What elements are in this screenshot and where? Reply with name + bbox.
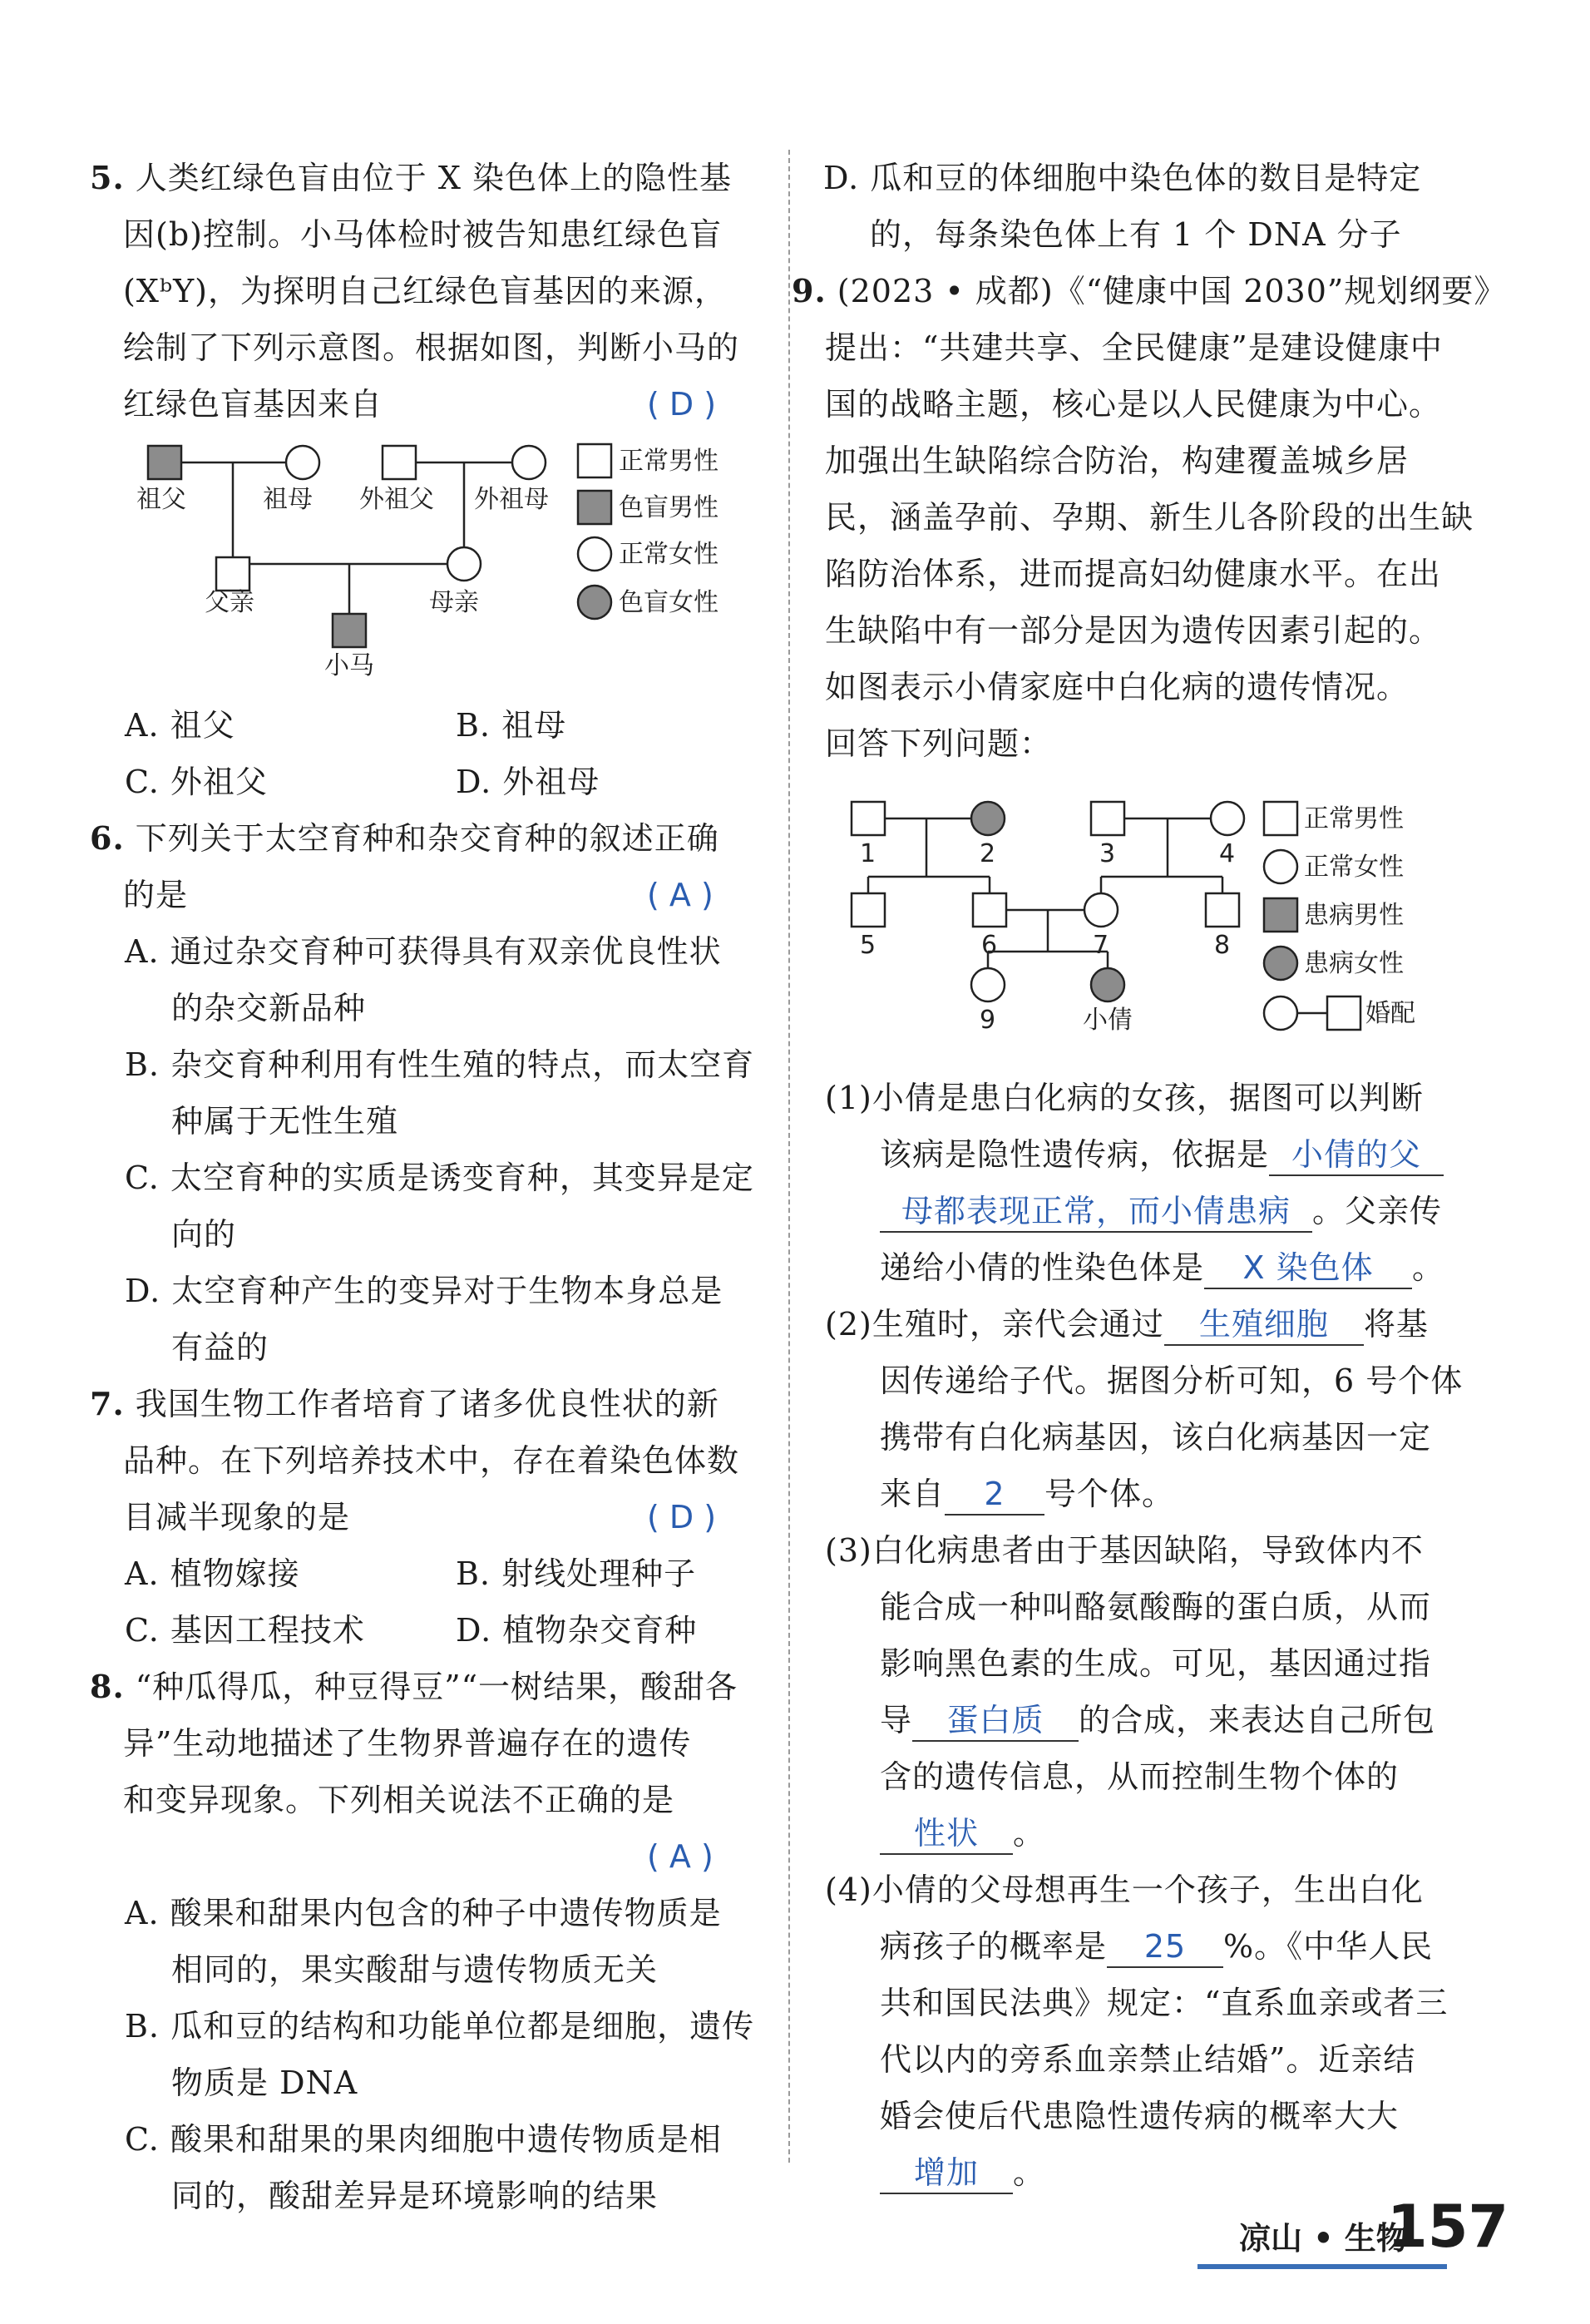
legend-normal-female-icon	[578, 537, 611, 571]
q9-s2-text-b: 将基	[1363, 1306, 1429, 1342]
q8-option-a-2: 相同的，果实酸甜与遗传物质无关	[171, 1951, 659, 1988]
q8-number: 8.	[90, 1668, 125, 1705]
q9-s2-line-4	[880, 1474, 1174, 1516]
q9-s4-text-g: 。	[1013, 2154, 1046, 2191]
q6-option-b-1: B. 杂交育种利用有性生殖的特点，而太空育	[125, 1046, 755, 1083]
q6-line-2: 的是	[123, 877, 189, 913]
q5-option-c: C. 外祖父	[125, 764, 268, 800]
q9-s3-answer-1: 蛋白质	[912, 1700, 1079, 1742]
column-divider	[788, 150, 790, 2163]
individual-1-symbol	[852, 802, 885, 835]
father-symbol	[216, 557, 249, 591]
footer-accent-bar	[1197, 2264, 1447, 2269]
individual-8-label: 8	[1214, 931, 1231, 960]
legend-normal-male-icon	[1264, 802, 1297, 835]
child-symbol	[333, 614, 366, 647]
q9-s1-text-c: 。父亲传	[1312, 1193, 1443, 1229]
page-number: 157	[1387, 2193, 1509, 2261]
grandfather-label: 祖父	[136, 485, 186, 514]
individual-7-symbol	[1084, 893, 1118, 927]
q9-s3-line-1: (3)白化病患者由于基因缺陷，导致体内不	[825, 1532, 1424, 1569]
legend-label-4: 色盲女性	[619, 588, 718, 617]
q5-option-d: D. 外祖母	[456, 764, 600, 800]
q6-option-c-1: C. 太空育种的实质是诱变育种，其变异是定	[125, 1160, 754, 1196]
q7-answer: ( D )	[647, 1499, 717, 1535]
q9-s4-line-4: 代以内的旁系血亲禁止结婚”。近亲结	[880, 2041, 1416, 2078]
grandmother-label: 祖母	[263, 485, 313, 514]
q9-s3-answer-2: 性状	[880, 1813, 1013, 1855]
individual-1-label: 1	[860, 839, 876, 868]
q7-line-2: 品种。在下列培养技术中，存在着染色体数	[123, 1442, 740, 1479]
q9-s3-line-4	[880, 1700, 1435, 1742]
individual-3-symbol	[1091, 802, 1124, 835]
q8-answer: ( A )	[647, 1838, 714, 1875]
q9-s3-text-e: 的合成，来表达自己所包	[1079, 1702, 1436, 1738]
q6-option-d-2: 有益的	[171, 1329, 269, 1366]
individual-9-symbol	[971, 968, 1005, 1001]
q8-option-a-1: A. 酸果和甜果内包含的种子中遗传物质是	[125, 1895, 722, 1931]
q6-text-1: 下列关于太空育种和杂交育种的叙述正确	[135, 820, 719, 857]
q9-s2-text-a: (2)生殖时，亲代会通过	[825, 1306, 1164, 1342]
q9-number: 9.	[792, 272, 827, 309]
individual-2-symbol	[971, 802, 1005, 835]
legend-label-3: 患病男性	[1304, 901, 1404, 930]
q6-option-b-2: 种属于无性生殖	[171, 1103, 399, 1140]
q9-s1-line-3	[880, 1191, 1442, 1233]
q9-line-5: 民，涵盖孕前、孕期、新生儿各阶段的出生缺	[825, 499, 1474, 536]
individual-4-label: 4	[1219, 839, 1236, 868]
individual-9-label: 9	[980, 1006, 996, 1035]
q9-s4-answer-1: 25	[1107, 1926, 1223, 1968]
q9-s4-text-c: %。《中华人民	[1223, 1928, 1434, 1965]
legend-marriage-female-icon	[1264, 996, 1297, 1030]
q9-s1-answer-1b: 母都表现正常，而小倩患病	[880, 1191, 1312, 1233]
maternal-grandmother-symbol	[512, 446, 546, 479]
q9-text-1: (2023 • 成都)《“健康中国 2030”规划纲要》	[837, 273, 1507, 309]
individual-8-symbol	[1206, 893, 1239, 927]
q8-option-c-2: 同的，酸甜差异是环境影响的结果	[171, 2178, 659, 2214]
individual-5-symbol	[852, 893, 885, 927]
q9-s3-line-2: 能合成一种叫酪氨酸酶的蛋白质，从而	[880, 1589, 1432, 1625]
q7-option-b: B. 射线处理种子	[456, 1555, 697, 1592]
q9-line-7: 生缺陷中有一部分是因为遗传因素引起的。	[825, 612, 1442, 649]
q5-line-2: 因(b)控制。小马体检时被告知患红绿色盲	[123, 216, 722, 253]
xiaoqian-label: 小倩	[1083, 1006, 1133, 1035]
q9-s1-answer-1a: 小倩的父	[1269, 1135, 1444, 1176]
footer-subject: 凉山 • 生物	[1239, 2220, 1408, 2257]
q5-option-b: B. 祖母	[456, 707, 567, 744]
q9-s2-text-e: 来自	[880, 1476, 946, 1512]
q6-number: 6.	[90, 819, 125, 857]
individual-6-symbol	[973, 893, 1006, 927]
q9-pedigree-diagram	[840, 790, 1439, 1040]
q6-option-a-1: A. 通过杂交育种可获得具有双亲优良性状	[125, 933, 722, 970]
q7-option-d: D. 植物杂交育种	[456, 1612, 698, 1649]
q9-s4-line-1: (4)小倩的父母想再生一个孩子，生出白化	[825, 1872, 1424, 1908]
q7-line-3: 目减半现象的是	[123, 1499, 351, 1535]
grandfather-symbol	[148, 446, 181, 479]
q9-s2-line-1	[825, 1304, 1429, 1346]
q6-answer: ( A )	[647, 877, 714, 913]
legend-label-4: 患病女性	[1304, 949, 1404, 978]
q5-line-3: (XᵇY)，为探明自己红绿色盲基因的来源，	[123, 273, 727, 309]
q7-number: 7.	[90, 1385, 125, 1422]
legend-label-2: 色盲男性	[619, 493, 718, 522]
legend-label-5: 婚配	[1365, 999, 1415, 1028]
q8-option-d-1: D. 瓜和豆的体细胞中染色体的数目是特定	[823, 160, 1422, 196]
q7-line-1	[90, 1384, 719, 1424]
q6-option-a-2: 的杂交新品种	[171, 990, 367, 1026]
individual-7-label: 7	[1093, 931, 1109, 960]
q9-s4-line-6	[880, 2153, 1045, 2194]
individual-6-label: 6	[981, 931, 998, 960]
q9-line-9: 回答下列问题：	[825, 725, 1053, 762]
q9-line-6: 陷防治体系，进而提高妇幼健康水平。在出	[825, 556, 1442, 592]
legend-affected-female-icon	[1264, 947, 1297, 980]
q8-option-c-1: C. 酸果和甜果的果肉细胞中遗传物质是相	[125, 2121, 722, 2158]
individual-2-label: 2	[980, 839, 996, 868]
q8-option-b-1: B. 瓜和豆的结构和功能单位都是细胞，遗传	[125, 2008, 755, 2045]
q9-s1-line-4	[880, 1248, 1444, 1289]
q5-text-1: 人类红绿色盲由位于 X 染色体上的隐性基	[135, 160, 732, 196]
legend-colorblind-male-icon	[578, 491, 611, 524]
q8-option-b-2: 物质是 DNA	[171, 2064, 358, 2101]
q7-option-c: C. 基因工程技术	[125, 1612, 365, 1649]
q9-s1-line-1: (1)小倩是患白化病的女孩，据图可以判断	[825, 1080, 1424, 1116]
q9-s1-line-2	[880, 1135, 1444, 1176]
legend-marriage-male-icon	[1327, 996, 1360, 1030]
legend-label-2: 正常女性	[1304, 853, 1404, 882]
q9-s3-line-3: 影响黑色素的生成。可见，基因通过指	[880, 1645, 1432, 1682]
legend-label-1: 正常男性	[1304, 804, 1404, 833]
q9-s4-answer-2: 增加	[880, 2153, 1013, 2194]
q9-s3-text-g: 。	[1013, 1815, 1046, 1852]
child-label: 小马	[324, 651, 374, 680]
q7-text-1: 我国生物工作者培育了诸多优良性状的新	[135, 1386, 719, 1422]
q7-option-a: A. 植物嫁接	[125, 1555, 300, 1592]
q9-line-8: 如图表示小倩家庭中白化病的遗传情况。	[825, 669, 1410, 705]
q9-s2-answer-2: 2	[945, 1474, 1044, 1516]
q8-text-1: “种瓜得瓜，种豆得豆”“一树结果，酸甜各	[135, 1669, 738, 1705]
q8-line-1	[90, 1667, 738, 1707]
xiaoqian-symbol	[1091, 968, 1124, 1001]
q8-line-3: 和变异现象。下列相关说法不正确的是	[123, 1782, 675, 1818]
father-label: 父亲	[205, 588, 254, 617]
q9-s4-line-2	[880, 1926, 1433, 1968]
legend-normal-male-icon	[578, 444, 611, 477]
q9-s4-line-5: 婚会使后代患隐性遗传病的概率大大	[880, 2098, 1400, 2134]
q6-option-d-1: D. 太空育种产生的变异对于生物本身总是	[125, 1273, 723, 1309]
individual-4-symbol	[1211, 802, 1244, 835]
q9-line-2: 提出：“共建共享、全民健康”是建设健康中	[825, 329, 1443, 366]
legend-normal-female-icon	[1264, 850, 1297, 883]
individual-5-label: 5	[860, 931, 876, 960]
q5-line-4: 绘制了下列示意图。根据如图，判断小马的	[123, 329, 740, 366]
legend-label-1: 正常男性	[619, 447, 718, 476]
q6-option-c-2: 向的	[171, 1216, 237, 1253]
q9-s1-answer-2: X 染色体	[1204, 1248, 1412, 1289]
q6-line-1	[90, 818, 719, 858]
grandmother-symbol	[286, 446, 319, 479]
q9-s1-text-b: 该病是隐性遗传病，依据是	[880, 1136, 1270, 1173]
legend-colorblind-female-icon	[578, 586, 611, 619]
q5-line-1	[90, 158, 732, 198]
q9-s4-text-b: 病孩子的概率是	[880, 1928, 1108, 1965]
mother-symbol	[447, 547, 481, 581]
q5-number: 5.	[90, 159, 125, 196]
maternal-grandfather-symbol	[383, 446, 416, 479]
mother-label: 母亲	[429, 588, 479, 617]
q5-option-a: A. 祖父	[125, 707, 235, 744]
q5-answer: ( D )	[647, 386, 717, 423]
maternal-grandmother-label: 外祖母	[474, 485, 549, 514]
maternal-grandfather-label: 外祖父	[359, 485, 434, 514]
q9-s3-text-d: 导	[880, 1702, 913, 1738]
q8-option-d-2: 的，每条染色体上有 1 个 DNA 分子	[870, 216, 1402, 253]
q9-line-1	[792, 271, 1506, 311]
q9-s3-line-6	[880, 1813, 1045, 1855]
q9-s3-line-5: 含的遗传信息，从而控制生物个体的	[880, 1758, 1400, 1795]
q9-s1-text-d: 递给小倩的性染色体是	[880, 1249, 1205, 1286]
q9-s4-line-3: 共和国民法典》规定：“直系血亲或者三	[880, 1985, 1449, 2021]
q9-s2-text-f: 号个体。	[1044, 1476, 1175, 1512]
q5-line-5: 红绿色盲基因来自	[123, 386, 383, 423]
q9-s2-line-3: 携带有白化病基因，该白化病基因一定	[880, 1419, 1432, 1456]
q9-s1-text-e: 。	[1412, 1249, 1445, 1286]
q9-line-3: 国的战略主题，核心是以人民健康为中心。	[825, 386, 1442, 423]
q8-line-2: 异”生动地描述了生物界普遍存在的遗传	[123, 1725, 692, 1762]
legend-affected-male-icon	[1264, 898, 1297, 932]
q9-s2-line-2: 因传递给子代。据图分析可知，6 号个体	[880, 1362, 1464, 1399]
legend-label-3: 正常女性	[619, 540, 718, 569]
q9-line-4: 加强出生缺陷综合防治，构建覆盖城乡居	[825, 443, 1410, 479]
individual-3-label: 3	[1099, 839, 1116, 868]
q5-pedigree-diagram	[125, 433, 748, 690]
q9-s2-answer-1: 生殖细胞	[1164, 1304, 1364, 1346]
